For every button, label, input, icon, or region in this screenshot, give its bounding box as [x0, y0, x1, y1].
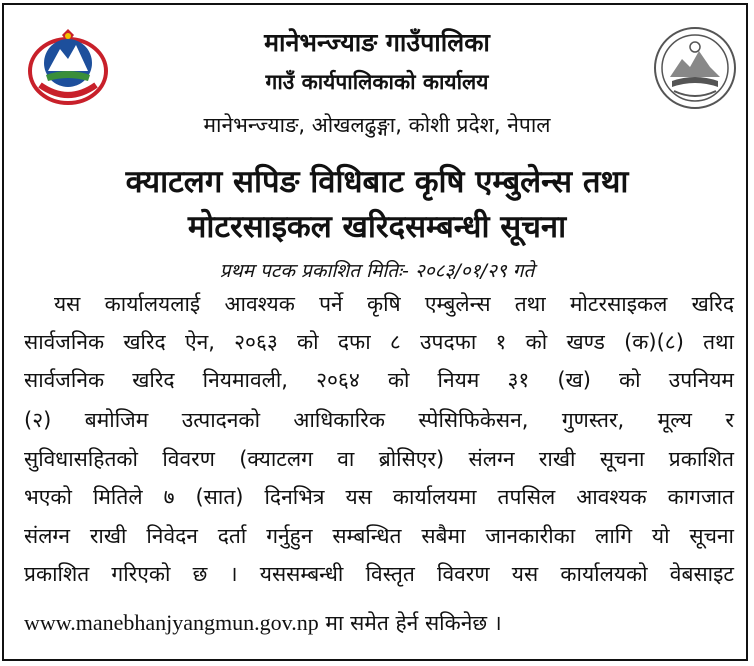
municipality-seal-icon: [652, 25, 738, 111]
body-line-7: संलग्न राखी निवेदन दर्ता गर्नुहुन सम्बन्धित सबैमा जानकारीका लागि यो सूचना: [24, 524, 734, 548]
body-line-1: यस कार्यालयलाई आवश्यक पर्ने कृषि एम्बुलेन्स तथा मोटरसाइकल खरिद: [54, 292, 734, 316]
body-line-6: भएको मितिले ७ (सात) दिनभित्र यस कार्यालयमा तपसिल आवश्यक कागजात: [24, 485, 734, 509]
publication-date: प्रथम पटक प्रकाशित मितिः- २०८३/०१/२९ गते: [219, 260, 535, 282]
body-line-2: सार्वजनिक खरिद ऐन, २०६३ को दफा ८ उपदफा १ को खण्ड (क)(८) तथा: [24, 330, 734, 354]
notice-title-line-1: क्याटलग सपिङ विधिबाट कृषि एम्बुलेन्स तथा: [125, 164, 629, 200]
body-line-3: सार्वजनिक खरिद नियमावली, २०६४ को नियम ३१ (ख) को उपनियम: [24, 368, 734, 392]
notice-frame: [2, 3, 748, 661]
office-address: मानेभन्ज्याङ, ओखलढुङ्गा, कोशी प्रदेश, नेपाल: [203, 113, 551, 137]
website-link[interactable]: www.manebhanjyangmun.gov.np: [24, 610, 319, 635]
body-line-4: (२) बमोजिम उत्पादनको आधिकारिक स्पेसिफिकेसन, गुणस्तर, मूल्य र: [24, 408, 734, 432]
body-line-9: [24, 609, 502, 637]
municipality-name: मानेभन्ज्याङ गाउँपालिका: [264, 28, 490, 57]
notice-title-line-2: मोटरसाइकल खरिदसम्बन्धी सूचना: [187, 209, 567, 245]
body-line-8: प्रकाशित गरिएको छ । यससम्बन्धी विस्तृत विवरण यस कार्यालयको वेबसाइट: [24, 562, 734, 586]
body-line-9-suffix: मा समेत हेर्न सकिनेछ ।: [325, 611, 502, 635]
office-name: गाउँ कार्यपालिकाको कार्यालय: [265, 70, 489, 94]
body-line-5: सुविधासहितको विवरण (क्याटलग वा ब्रोसिएर) संलग्न राखी सूचना प्रकाशित: [24, 447, 734, 471]
